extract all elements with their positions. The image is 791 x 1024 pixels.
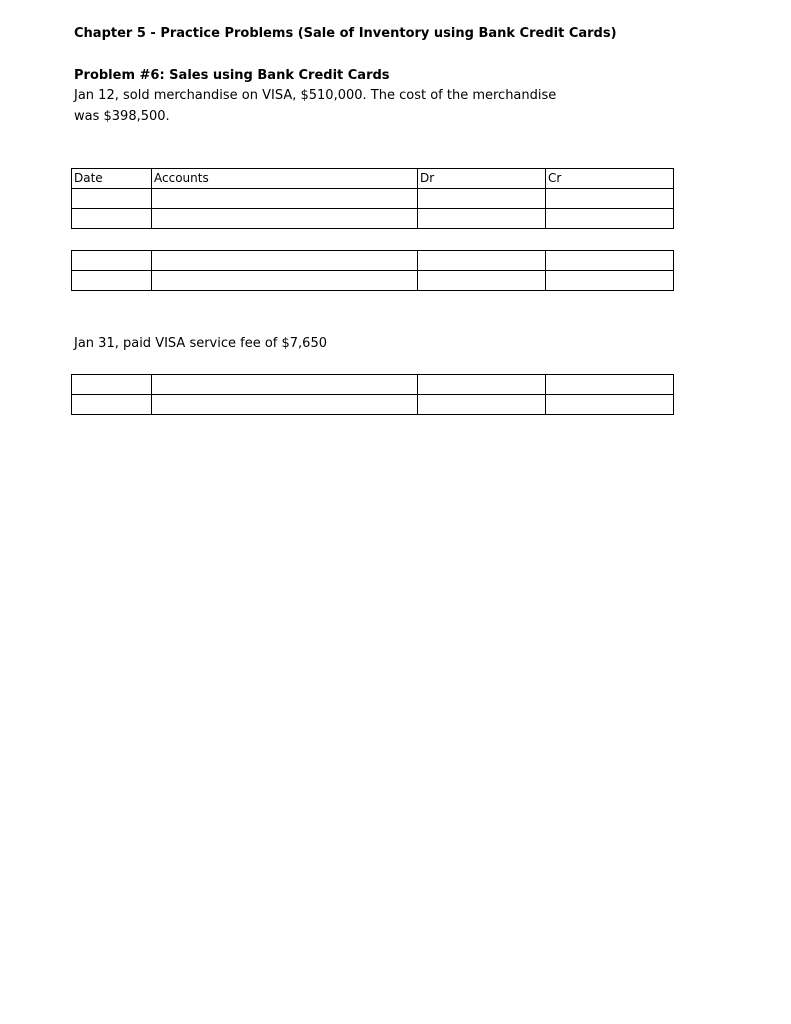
header-accounts: Accounts [152,169,418,189]
dr-cell[interactable] [418,271,546,291]
date-cell[interactable] [72,271,152,291]
dr-cell[interactable] [418,375,546,395]
cr-cell[interactable] [546,189,674,209]
service-fee-description: Jan 31, paid VISA service fee of $7,650 [74,336,327,351]
date-cell[interactable] [72,209,152,229]
problem-description-line-1: Jan 12, sold merchandise on VISA, $510,000. The cost of the merchandise [74,88,557,103]
dr-cell[interactable] [418,251,546,271]
date-cell[interactable] [72,375,152,395]
page-title: Chapter 5 - Practice Problems (Sale of Inventory using Bank Credit Cards) [74,26,617,41]
cr-cell[interactable] [546,209,674,229]
journal-table-cost [71,250,674,291]
table-row [72,271,674,291]
header-cr: Cr [546,169,674,189]
table-header-row [72,169,674,189]
problem-heading: Problem #6: Sales using Bank Credit Cards [74,68,390,83]
table-row [72,251,674,271]
cr-cell[interactable] [546,375,674,395]
accounts-cell[interactable] [152,251,418,271]
cr-cell[interactable] [546,395,674,415]
accounts-cell[interactable] [152,395,418,415]
header-dr: Dr [418,169,546,189]
accounts-cell[interactable] [152,375,418,395]
table-row [72,209,674,229]
table-row [72,395,674,415]
accounts-cell[interactable] [152,189,418,209]
date-cell[interactable] [72,189,152,209]
dr-cell[interactable] [418,189,546,209]
table-row [72,375,674,395]
table-row [72,189,674,209]
problem-description-line-2: was $398,500. [74,109,170,124]
header-date: Date [72,169,152,189]
journal-table-service-fee [71,374,674,415]
dr-cell[interactable] [418,395,546,415]
accounts-cell[interactable] [152,209,418,229]
cr-cell[interactable] [546,251,674,271]
date-cell[interactable] [72,395,152,415]
journal-table-sale [71,168,674,229]
dr-cell[interactable] [418,209,546,229]
date-cell[interactable] [72,251,152,271]
accounts-cell[interactable] [152,271,418,291]
cr-cell[interactable] [546,271,674,291]
